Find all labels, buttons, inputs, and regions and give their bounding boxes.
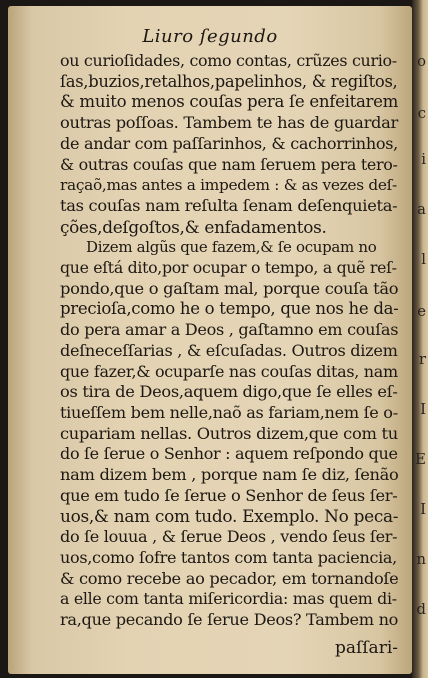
text-line: uos,como ſofre tantos com tanta paciencia, bbox=[60, 547, 397, 567]
adjacent-page-glyph: c bbox=[417, 104, 426, 122]
text-line: pondo,que o gaſtam mal, porque couſa tão bbox=[60, 278, 399, 298]
text-line: & como recebe ao pecador, em tornandoſe bbox=[60, 568, 399, 588]
text-line: do ſe louua , & ſerue Deos , vendo ſeus ſer- bbox=[60, 527, 398, 547]
text-line: ſas,buzios,retalhos,papelinhos, & regiſtos, bbox=[60, 71, 398, 91]
adjacent-page-glyph: e bbox=[417, 302, 426, 320]
text-line: tas couſas nam reſulta ſenam deſenquieta- bbox=[60, 195, 398, 215]
adjacent-page-glyph: l bbox=[421, 250, 426, 268]
adjacent-page-glyph: d bbox=[416, 600, 426, 618]
text-line: uos,& nam com tudo. Exemplo. No peca- bbox=[60, 506, 399, 527]
text-line: nam dizem bem , porque nam ſe diz, ſenão bbox=[60, 465, 399, 485]
adjacent-page-glyph: I bbox=[420, 500, 426, 518]
book-page bbox=[8, 6, 412, 674]
adjacent-page-glyph: a bbox=[417, 200, 426, 218]
text-line: que fazer,& ocuparſe nas couſas ditas, nam bbox=[60, 361, 398, 381]
text-line: outras poſſoas. Tambem te has de guardar bbox=[60, 113, 399, 133]
adjacent-page-edge bbox=[412, 0, 428, 678]
adjacent-page-glyph: E bbox=[415, 450, 426, 468]
adjacent-page-glyph: n bbox=[416, 550, 426, 568]
text-line: ou curioſidades, como contas, crũzes curio- bbox=[60, 51, 397, 70]
text-line: & muito menos couſas pera ſe enfeitarem bbox=[60, 92, 399, 112]
text-line: a elle com tanta miſericordia: mas quem di- bbox=[60, 589, 397, 609]
text-line: os tira de Deos,aquem digo,que ſe elles eſ- bbox=[60, 382, 398, 402]
text-line: precioſa,como he o tempo, que nos he da- bbox=[60, 299, 399, 319]
adjacent-page-glyph: i bbox=[421, 150, 426, 168]
text-line: que eſtá dito,por ocupar o tempo, a quẽ reſ- bbox=[60, 258, 397, 278]
catchword: paſſari- bbox=[334, 638, 398, 658]
text-line: ções,deſgoſtos,& enfadamentos. bbox=[60, 216, 327, 237]
text-line: Dizem algũs que fazem,& ſe ocupam no bbox=[86, 238, 377, 257]
text-line: & outras couſas que nam ſeruem pera tero- bbox=[60, 154, 398, 174]
text-line: de andar com paſſarinhos, & cachorrinhos, bbox=[60, 133, 398, 153]
text-line: tiueſſem bem nelle,naõ as fariam,nem ſe o- bbox=[60, 402, 398, 422]
adjacent-page-glyph: r bbox=[418, 350, 426, 368]
body-text bbox=[60, 51, 418, 631]
text-line: que em tudo ſe ſerue o Senhor de ſeus ſer- bbox=[60, 485, 398, 505]
text-line: ra,que pecando ſe ſerue Deos? Tambem no bbox=[60, 609, 399, 629]
text-line: raçaõ,mas antes a impedem : & as vezes deſ- bbox=[60, 176, 397, 195]
adjacent-page-glyph: o bbox=[416, 52, 426, 70]
adjacent-page-glyph: I bbox=[420, 400, 426, 418]
running-head: Liuro ſegundo bbox=[142, 26, 278, 47]
text-line: cupariam nellas. Outros dizem,que com tu bbox=[60, 423, 398, 443]
text-line: do pera amar a Deos , gaſtamno em couſas bbox=[60, 320, 399, 340]
text-line: do ſe ſerue o Senhor : aquem reſpondo que bbox=[60, 444, 398, 464]
text-line: deſneceſſarias , & eſcuſadas. Outros dizem bbox=[60, 340, 398, 360]
